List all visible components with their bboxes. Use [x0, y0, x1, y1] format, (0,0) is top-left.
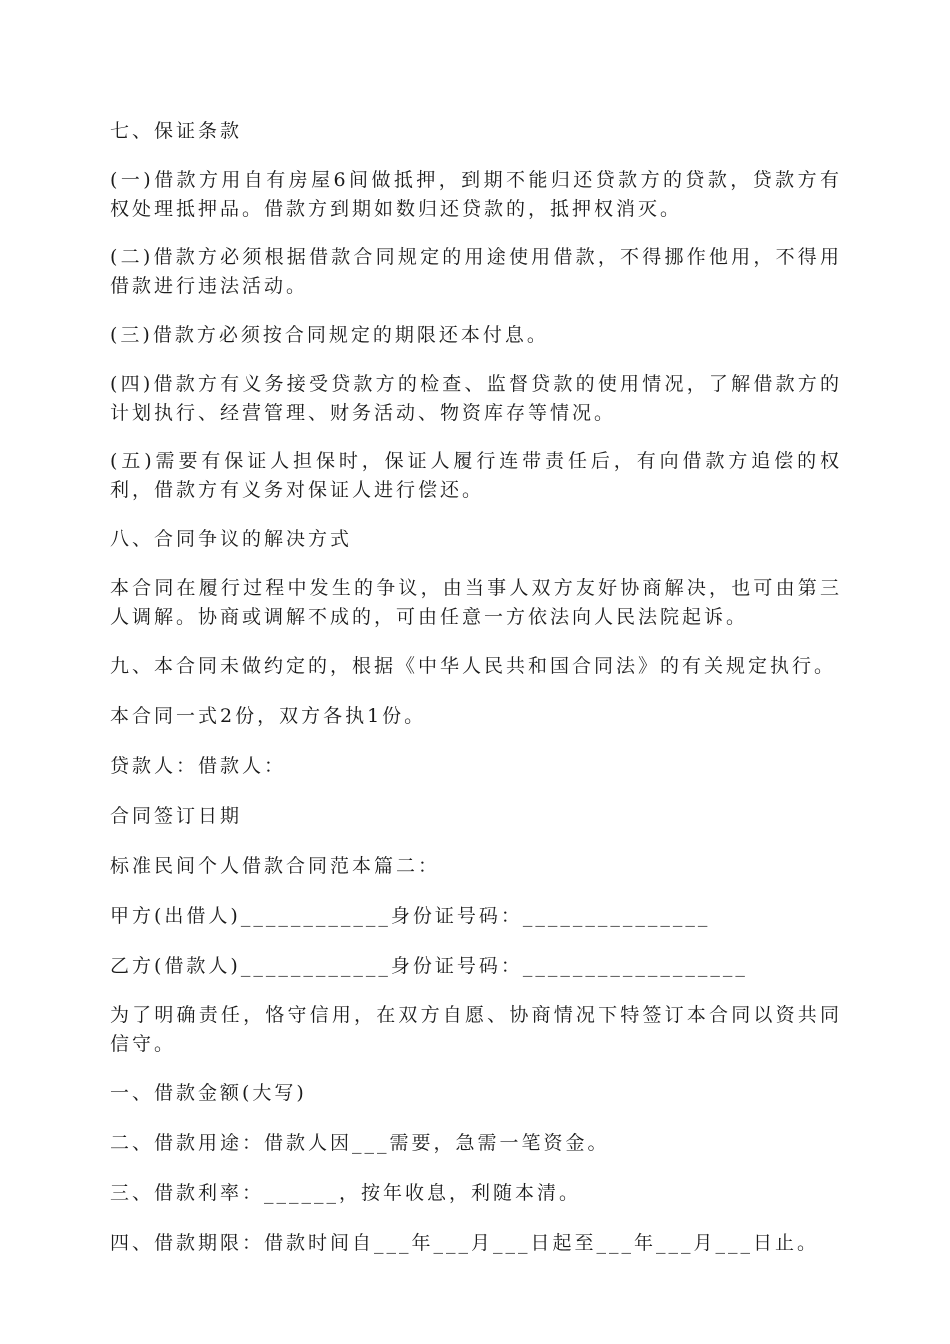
- loan-purpose-line: 二、借款用途：借款人因___需要，急需一笔资金。: [110, 1132, 610, 1154]
- copies-paragraph: 本合同一式2份，双方各执1份。: [110, 705, 427, 727]
- preamble-paragraph: 为了明确责任，恪守信用，在双方自愿、协商情况下特签订本合同以资共同信守。: [110, 1004, 842, 1055]
- clause-paragraph: (一)借款方用自有房屋6间做抵押，到期不能归还贷款方的贷款，贷款方有权处理抵押品。借款方到期如数归还贷款的，抵押权消灭。: [110, 169, 842, 220]
- loan-term-line: 四、借款期限：借款时间自___年___月___日起至___年___月___日止。: [110, 1232, 820, 1254]
- section-heading-guarantee-clauses: 七、保证条款: [110, 120, 243, 142]
- clause-paragraph: (四)借款方有义务接受贷款方的检查、监督贷款的使用情况，了解借款方的计划执行、经营管理、财务活动、物资库存等情况。: [110, 373, 842, 424]
- clause-paragraph: (三)借款方必须按合同规定的期限还本付息。: [110, 324, 549, 346]
- document-body: [110, 116, 842, 1278]
- party-b-line: 乙方(借款人)____________身份证号码：__________________: [110, 955, 748, 977]
- loan-interest-line: 三、借款利率：______，按年收息，利随本清。: [110, 1182, 582, 1204]
- clause-paragraph: (二)借款方必须根据借款合同规定的用途使用借款，不得挪作他用，不得用借款进行违法活动。: [110, 246, 842, 297]
- party-a-line: 甲方(出借人)____________身份证号码：_______________: [110, 905, 711, 927]
- dispute-paragraph: 本合同在履行过程中发生的争议，由当事人双方友好协商解决，也可由第三人调解。协商或调解不成的，可由任意一方依法向人民法院起诉。: [110, 577, 842, 628]
- signing-date-line: 合同签订日期: [110, 805, 243, 827]
- template-two-title: 标准民间个人借款合同范本篇二：: [110, 855, 441, 877]
- section-heading-dispute-resolution: 八、合同争议的解决方式: [110, 528, 353, 550]
- section-heading-unspecified-matters: 九、本合同未做约定的，根据《中华人民共和国合同法》的有关规定执行。: [110, 655, 837, 677]
- clause-paragraph: (五)需要有保证人担保时，保证人履行连带责任后，有向借款方追偿的权利，借款方有义务对保证人进行偿还。: [110, 450, 842, 501]
- signature-line: 贷款人：借款人：: [110, 755, 287, 777]
- loan-amount-line: 一、借款金额(大写): [110, 1082, 307, 1104]
